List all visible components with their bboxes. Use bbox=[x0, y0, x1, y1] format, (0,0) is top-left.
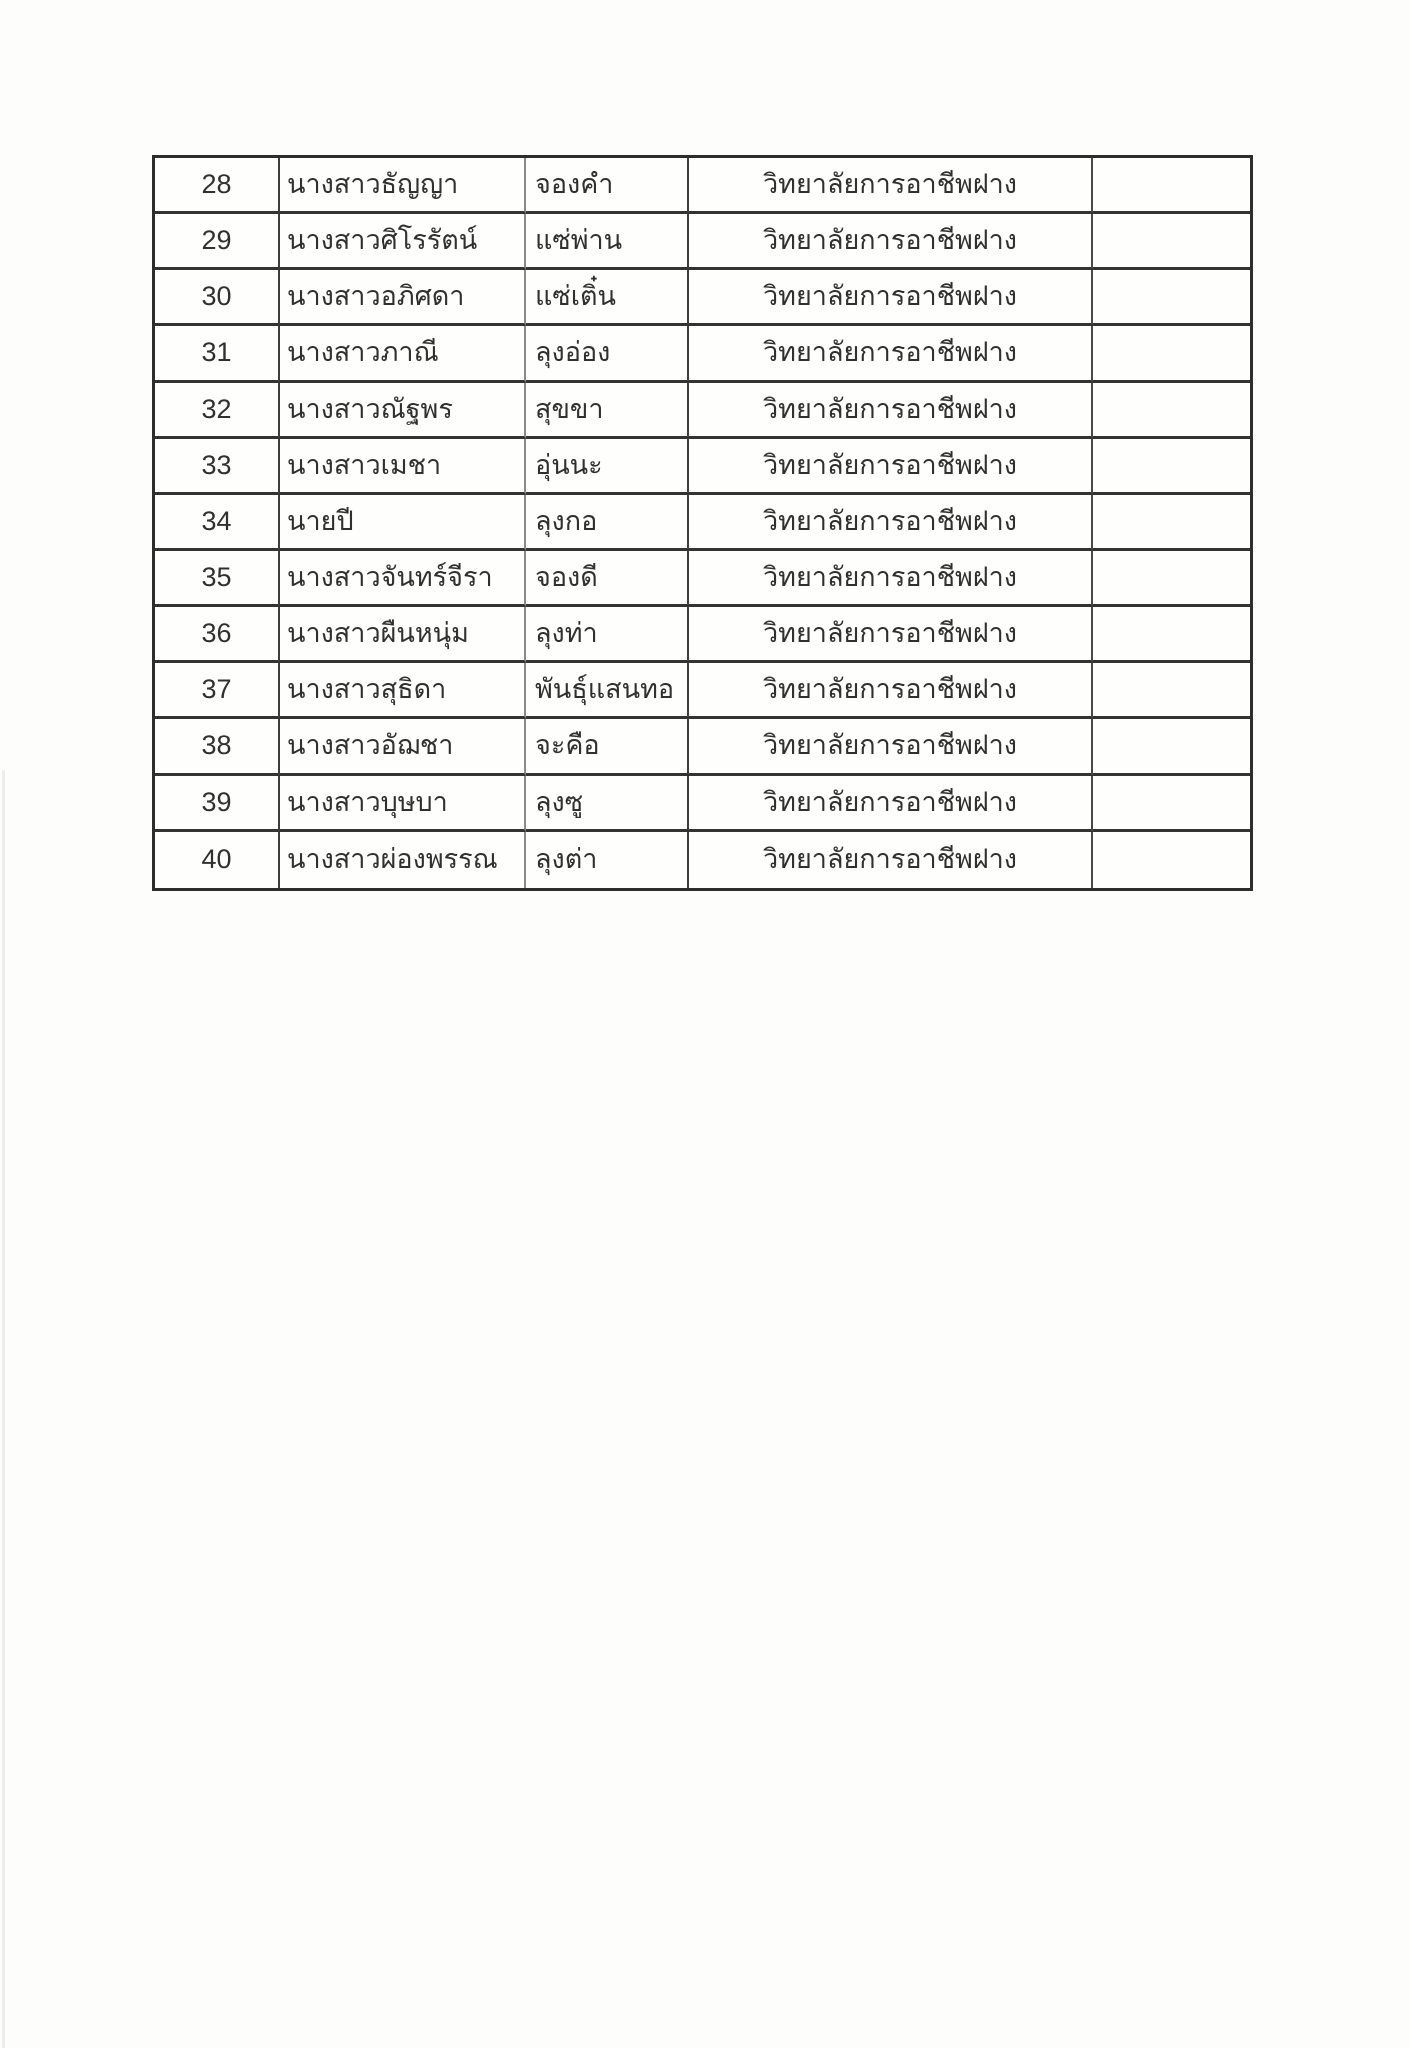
institution-cell: วิทยาลัยการอาชีพฝาง bbox=[689, 719, 1093, 775]
last-name-cell: ลุงอ่อง bbox=[526, 326, 689, 382]
institution-cell: วิทยาลัยการอาชีพฝาง bbox=[689, 832, 1093, 888]
note-cell bbox=[1093, 158, 1250, 214]
scan-artifact bbox=[2, 770, 5, 2048]
last-name-cell: ลุงต่า bbox=[526, 832, 689, 888]
first-name-cell: นางสาวผ่องพรรณ bbox=[280, 832, 526, 888]
first-name-cell: นายปี bbox=[280, 495, 526, 551]
institution-cell: วิทยาลัยการอาชีพฝาง bbox=[689, 270, 1093, 326]
note-cell bbox=[1093, 439, 1250, 495]
last-name-cell: จะคือ bbox=[526, 719, 689, 775]
note-cell bbox=[1093, 832, 1250, 888]
row-number-cell: 31 bbox=[155, 326, 280, 382]
last-name-cell: จองดี bbox=[526, 551, 689, 607]
last-name-cell: ลุงซู bbox=[526, 776, 689, 832]
note-cell bbox=[1093, 551, 1250, 607]
institution-cell: วิทยาลัยการอาชีพฝาง bbox=[689, 607, 1093, 663]
institution-cell: วิทยาลัยการอาชีพฝาง bbox=[689, 439, 1093, 495]
first-name-cell: นางสาวบุษบา bbox=[280, 776, 526, 832]
row-number-cell: 32 bbox=[155, 383, 280, 439]
note-cell bbox=[1093, 214, 1250, 270]
institution-cell: วิทยาลัยการอาชีพฝาง bbox=[689, 383, 1093, 439]
first-name-cell: นางสาวอภิศดา bbox=[280, 270, 526, 326]
first-name-cell: นางสาวภาณี bbox=[280, 326, 526, 382]
first-name-cell: นางสาวอัฌชา bbox=[280, 719, 526, 775]
institution-cell: วิทยาลัยการอาชีพฝาง bbox=[689, 326, 1093, 382]
first-name-cell: นางสาวธัญญา bbox=[280, 158, 526, 214]
first-name-cell: นางสาวผืนหนุ่ม bbox=[280, 607, 526, 663]
last-name-cell: แซ่พ่าน bbox=[526, 214, 689, 270]
institution-cell: วิทยาลัยการอาชีพฝาง bbox=[689, 158, 1093, 214]
institution-cell: วิทยาลัยการอาชีพฝาง bbox=[689, 495, 1093, 551]
note-cell bbox=[1093, 495, 1250, 551]
last-name-cell: ลุงท่า bbox=[526, 607, 689, 663]
row-number-cell: 40 bbox=[155, 832, 280, 888]
first-name-cell: นางสาวณัฐพร bbox=[280, 383, 526, 439]
row-number-cell: 34 bbox=[155, 495, 280, 551]
row-number-cell: 35 bbox=[155, 551, 280, 607]
note-cell bbox=[1093, 719, 1250, 775]
last-name-cell: ลุงกอ bbox=[526, 495, 689, 551]
row-number-cell: 29 bbox=[155, 214, 280, 270]
last-name-cell: อุ่นนะ bbox=[526, 439, 689, 495]
row-number-cell: 33 bbox=[155, 439, 280, 495]
row-number-cell: 39 bbox=[155, 776, 280, 832]
row-number-cell: 36 bbox=[155, 607, 280, 663]
note-cell bbox=[1093, 326, 1250, 382]
first-name-cell: นางสาวศิโรรัตน์ bbox=[280, 214, 526, 270]
row-number-cell: 37 bbox=[155, 663, 280, 719]
row-number-cell: 30 bbox=[155, 270, 280, 326]
row-number-cell: 38 bbox=[155, 719, 280, 775]
row-number-cell: 28 bbox=[155, 158, 280, 214]
first-name-cell: นางสาวจันทร์จีรา bbox=[280, 551, 526, 607]
institution-cell: วิทยาลัยการอาชีพฝาง bbox=[689, 663, 1093, 719]
note-cell bbox=[1093, 270, 1250, 326]
institution-cell: วิทยาลัยการอาชีพฝาง bbox=[689, 776, 1093, 832]
institution-cell: วิทยาลัยการอาชีพฝาง bbox=[689, 551, 1093, 607]
note-cell bbox=[1093, 383, 1250, 439]
first-name-cell: นางสาวสุธิดา bbox=[280, 663, 526, 719]
roster-table bbox=[152, 155, 1253, 891]
note-cell bbox=[1093, 663, 1250, 719]
last-name-cell: แซ่เติ๋น bbox=[526, 270, 689, 326]
institution-cell: วิทยาลัยการอาชีพฝาง bbox=[689, 214, 1093, 270]
first-name-cell: นางสาวเมชา bbox=[280, 439, 526, 495]
last-name-cell: พันธุ์แสนทอ bbox=[526, 663, 689, 719]
last-name-cell: สุขขา bbox=[526, 383, 689, 439]
note-cell bbox=[1093, 607, 1250, 663]
note-cell bbox=[1093, 776, 1250, 832]
last-name-cell: จองคำ bbox=[526, 158, 689, 214]
